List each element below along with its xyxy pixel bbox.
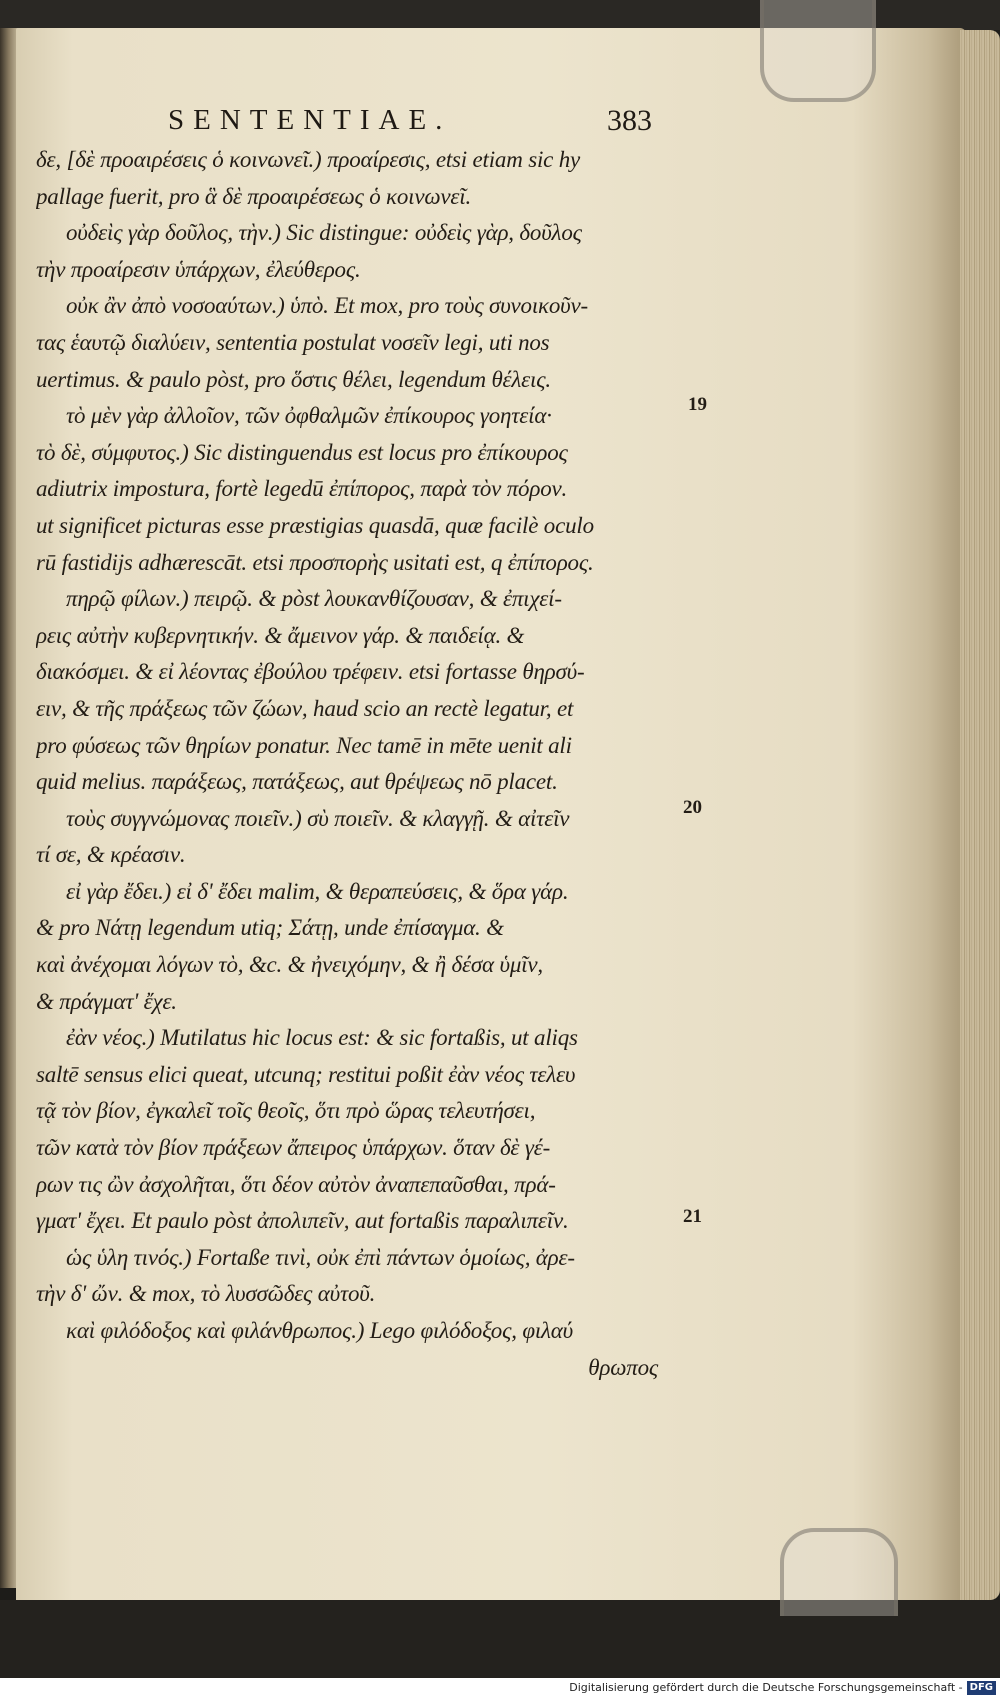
margin-number: 21 bbox=[683, 1206, 702, 1227]
text-line: ειν, & τῆς πράξεως τῶν ζώων, haud scio an rectè legatur, et bbox=[36, 695, 574, 721]
text-line: pallage fuerit, pro ἃ δὲ προαιρέσεως ὁ κοινωνεῖ. bbox=[36, 183, 472, 209]
text-line: γματ' ἔχει. Et paulo pòst ἀπολιπεῖν, aut fortaßis παραλιπεῖν. bbox=[36, 1208, 569, 1234]
top-book-clip bbox=[760, 0, 876, 102]
text-line: πηρῷ φίλων.) πειρῷ. & pòst λουκανθίζουσαν, & ἐπιχεί- bbox=[66, 586, 562, 612]
text-line: pro φύσεως τῶν θηρίων ponatur. Nec tamē in mēte uenit ali bbox=[36, 732, 572, 758]
text-line: θρωπος bbox=[588, 1354, 658, 1380]
text-line: ἐὰν νέος.) Mutilatus hic locus est: & sic fortaßis, ut aliqs bbox=[66, 1025, 578, 1051]
text-line: rū fastidijs adhærescāt. etsi προσπορὴς usitati est, q ἐπίπορος. bbox=[36, 549, 594, 575]
text-line: uertimus. & paulo pòst, pro ὅστις θέλει, legendum θέλεις. bbox=[36, 366, 551, 392]
text-line: διακόσμει. & εἰ λέοντας ἐβούλου τρέφειν. etsi fortasse θηρσύ- bbox=[36, 659, 585, 685]
digitization-credit bbox=[0, 1678, 1000, 1698]
dfg-logo: DFG bbox=[967, 1681, 996, 1695]
text-line: ρεις αὐτὴν κυβερνητικήν. & ἄμεινον γάρ. & παιδείᾳ. & bbox=[36, 622, 525, 648]
text-line: τας ἑαυτῷ διαλύειν, sententia postulat νοσεῖν legi, uti nos bbox=[36, 329, 550, 355]
text-line: ὡς ὑλη τινός.) Fortaße τινὶ, οὐκ ἐπὶ πάντων ὁμοίως, ἀρε- bbox=[66, 1244, 575, 1270]
running-title: SENTENTIAE. bbox=[168, 104, 452, 136]
text-line: & pro Νάτῃ legendum utiq; Σάτῃ, unde ἐπίσαγμα. & bbox=[36, 915, 504, 941]
page-number: 383 bbox=[607, 104, 652, 137]
margin-number: 20 bbox=[683, 797, 702, 818]
text-line: quid melius. παράξεως, πατάξεως, aut θρέψεως nō placet. bbox=[36, 769, 558, 795]
text-line: saltē sensus elici queat, utcunq; restitui poßit ἐὰν νέος τελευ bbox=[36, 1061, 576, 1087]
text-line: τοὺς συγγνώμονας ποιεῖν.) σὺ ποιεῖν. & κλαγγῇ. & αἰτεῖν bbox=[66, 805, 570, 831]
text-line: & πράγματ' ἔχε. bbox=[36, 988, 177, 1014]
text-line: adiutrix impostura, fortè legedū ἐπίπορος, παρὰ τὸν πόρον. bbox=[36, 476, 568, 502]
credit-text: Digitalisierung gefördert durch die Deutsche Forschungsgemeinschaft - bbox=[569, 1681, 963, 1694]
text-line: ρων τις ὢν ἀσχολῆται, ὅτι δέον αὐτὸν ἀναπεπαῦσθαι, πρά- bbox=[36, 1171, 556, 1197]
text-line: τὴν προαίρεσιν ὑπάρχων, ἐλεύθερος. bbox=[36, 256, 361, 282]
text-line: καὶ φιλόδοξος καὶ φιλάνθρωπος.) Lego φιλόδοξος, φιλαύ bbox=[66, 1318, 574, 1343]
margin-number: 19 bbox=[688, 394, 707, 415]
page-stack-edge bbox=[960, 30, 1000, 1600]
text-line: τὸ δὲ, σύμφυτος.) Sic distinguendus est locus pro ἐπίκουρος bbox=[36, 439, 568, 465]
text-line: τί σε, & κρέασιν. bbox=[36, 842, 186, 868]
text-line: ut significet picturas esse præstigias quasdā, quæ facilè oculo bbox=[36, 512, 594, 538]
text-line: οὐκ ἂν ἀπὸ νοσοαύτων.) ὑπὸ. Et mox, pro τοὺς συνοικοῦν- bbox=[66, 293, 589, 319]
text-line: οὐδεὶς γὰρ δοῦλος, τὴν.) Sic distingue: οὐδεὶς γὰρ, δοῦλος bbox=[66, 220, 582, 246]
text-line: καὶ ἀνέχομαι λόγων τὸ, &c. & ἠνειχόμην, & ἢ δέσα ὑμῖν, bbox=[36, 952, 543, 978]
text-line: τᾷ τὸν βίον, ἐγκαλεῖ τοῖς θεοῖς, ὅτι πρὸ ὥρας τελευτήσει, bbox=[36, 1098, 536, 1124]
body-text bbox=[36, 142, 668, 1386]
text-line: εἰ γὰρ ἔδει.) εἰ δ' ἔδει malim, & θεραπεύσεις, & ὅρα γάρ. bbox=[66, 878, 569, 904]
text-line: τῶν κατὰ τὸν βίον πράξεων ἄπειρος ὑπάρχων. ὅταν δὲ γέ- bbox=[36, 1135, 551, 1161]
text-line: δε, [δὲ προαιρέσεις ὁ κοινωνεῖ.) προαίρεσις, etsi etiam sic hy bbox=[36, 147, 581, 172]
bottom-book-clip bbox=[780, 1528, 898, 1616]
text-line: τὸ μὲν γὰρ ἀλλοῖον, τῶν ὀφθαλμῶν ἐπίκουρος γοητεία· bbox=[66, 403, 552, 429]
text-line: τὴν δ' ὤν. & mox, τὸ λυσσῶδες αὐτοῦ. bbox=[36, 1281, 376, 1307]
